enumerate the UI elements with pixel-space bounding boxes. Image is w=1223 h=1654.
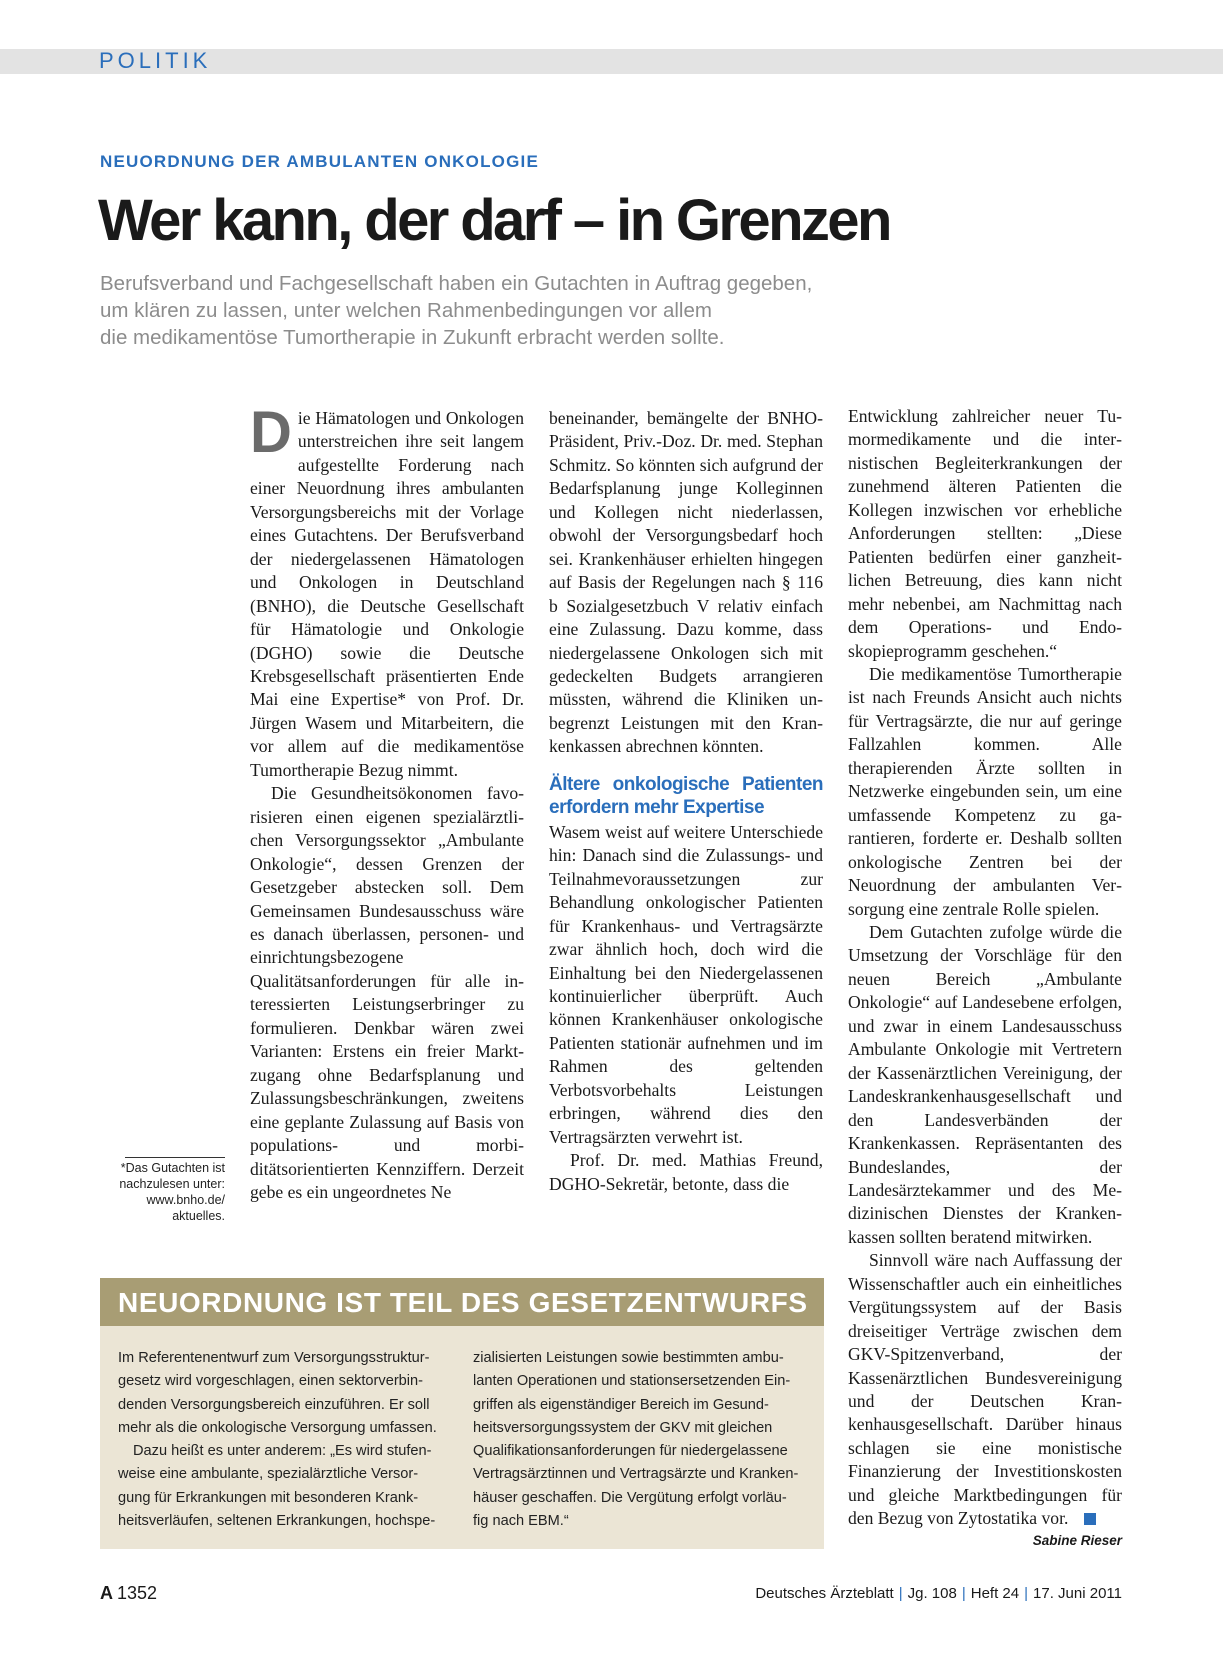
standfirst-line: um klären zu lassen, unter welchen Rahmenbedingungen vor allem bbox=[100, 299, 712, 322]
separator: | bbox=[898, 1585, 903, 1602]
footnote-link[interactable]: www.bnho.de/ bbox=[146, 1193, 225, 1207]
info-box-line: Im Referentenentwurf zum Versorgungsstruktur- bbox=[118, 1350, 430, 1366]
article-paragraph: beneinander, bemängelte der BNHO-Präsident, Priv.-Doz. Dr. med. Stephan Schmitz. So könnten sich aufgrund der Bedarfsplanung junge Kolleginnen und Kollegen nicht niederlassen, obwohl der Versorgungsbedarf hoch sei. Krankenhäuser erhielten hingegen auf Basis der Regelungen nach § 116 b Sozialgesetzbuch V relativ einfach eine Zulassung. Dazu komme, dass niedergelassene Onkologen sich mit gedeckelten Budgets arrangieren müssten, während die Kliniken unbegrenzt Leistungen mit den Krankenkassen abrechnen könnten. bbox=[549, 408, 823, 757]
article-author: Sabine Rieser bbox=[1032, 1533, 1122, 1548]
info-box-line: griffen als eigenständiger Bereich im Gesund- bbox=[473, 1396, 769, 1413]
article-column-1 bbox=[250, 400, 524, 1204]
article-headline: Wer kann, der darf – in Grenzen bbox=[98, 188, 890, 253]
info-box-column-2 bbox=[473, 1347, 813, 1533]
separator: | bbox=[961, 1585, 966, 1602]
paragraph-text: ie Hämatologen und Onkologen unterstreichen ihre seit langem aufgestellte Forderung nach einer Neuordnung ihres ambulanten Versorgungsbereichs mit der Vorlage eines Gutachtens. Der Berufsverband der niedergelassenen Hämatologen und Onkologen in Deutschland (BNHO), die Deutsche Gesellschaft für Hämatologie und Onkologie (DGHO) sowie die Deutsche Krebsgesellschaft präsentierten Ende Mai eine Expertise* von Prof. Dr. Jürgen Wasem und Mitarbeitern, die vor allem auf die medikamentöse Tumortherapie Bezug nimmt. bbox=[250, 408, 524, 780]
article-column-3 bbox=[848, 405, 1122, 1531]
footnote bbox=[112, 1160, 225, 1224]
page-number-value: 1352 bbox=[117, 1583, 158, 1603]
article-column-2 bbox=[549, 407, 823, 1196]
info-box-line: heitsverläufen, seltenen Erkrankungen, hochspe- bbox=[118, 1513, 436, 1530]
standfirst-line: die medikamentöse Tumortherapie in Zukunft erbracht werden sollte. bbox=[100, 326, 725, 349]
volume: Jg. 108 bbox=[907, 1585, 957, 1602]
article-paragraph: Die medikamentöse Tumortherapie ist nach Freunds Ansicht auch nichts für Vertragsärzte, die nur auf geringe Fallzahlen kommen. Alle therapierenden Ärzte sollten in Netzwerke eingebunden sein, um eine umfassende Kompetenz zu garantieren, forderte er. Deshalb sollten onkologische Zentren bei der Neuordnung der ambulanten Versorgung eine zentrale Rolle spielen. bbox=[848, 663, 1122, 919]
info-box-line: weise eine ambulante, spezialärztliche Versor- bbox=[118, 1466, 419, 1483]
article-paragraph: Prof. Dr. med. Mathias Freund, DGHO-Sekretär, betonte, dass die bbox=[549, 1150, 823, 1194]
article-kicker: NEUORDNUNG DER AMBULANTEN ONKOLOGIE bbox=[100, 152, 539, 171]
section-label: POLITIK bbox=[99, 48, 212, 73]
info-box-line: zialisierten Leistungen sowie bestimmten ambu- bbox=[473, 1350, 784, 1366]
info-box-line: gung für Erkrankungen mit besonderen Krank- bbox=[118, 1489, 419, 1506]
article-standfirst bbox=[100, 270, 920, 351]
info-box-line: denden Versorgungsbereich einzuführen. Er soll bbox=[118, 1396, 430, 1413]
footnote-divider bbox=[125, 1157, 225, 1158]
page-number bbox=[100, 1583, 157, 1604]
article-paragraph bbox=[250, 400, 524, 782]
page-prefix: A bbox=[100, 1583, 113, 1603]
info-box-title: NEUORDNUNG IST TEIL DES GESETZENTWURFS bbox=[118, 1287, 808, 1318]
article-paragraph bbox=[848, 1249, 1122, 1530]
journal-name: Deutsches Ärzteblatt bbox=[755, 1585, 894, 1602]
article-paragraph: Wasem weist auf weitere Unterschiede hin: Danach sind die Zulassungs- und Teilnahmevoraussetzungen zur Behandlung onkologischer Patienten für Krankenhaus- und Vertragsärzte zwar ähnlich hoch, doch wird die Einhaltung bei den Niedergelassenen kontinuierlicher überprüft. Auch können Krankenhäuser onkologische Patienten stationär aufnehmen und im Rahmen des geltenden Verbotsvorbehalts Leistungen erbringen, während dies den Vertragsärzten verwehrt ist. bbox=[549, 821, 823, 1147]
issue: Heft 24 bbox=[970, 1585, 1020, 1602]
end-mark-icon bbox=[1084, 1513, 1096, 1525]
footnote-line: *Das Gutachten ist bbox=[120, 1161, 225, 1175]
issue-date: 17. Juni 2011 bbox=[1033, 1585, 1122, 1602]
footer-meta bbox=[700, 1585, 1122, 1602]
info-box-line: häuser geschaffen. Die Vergütung erfolgt vorläu- bbox=[473, 1489, 787, 1506]
standfirst-line: Berufsverband und Fachgesellschaft haben ein Gutachten in Auftrag gegeben, bbox=[100, 272, 813, 295]
paragraph-text: Sinnvoll wäre nach Auffassung der Wissenschaftler auch ein einheitliches Vergütungssystem auf der Basis dreiseitiger Verträge zwischen dem GKV-Spitzenverband, der Kassenärztlichen Bundesvereinigung und der Deutschen Krankenhausgesellschaft. Darüber hinaus schlagen sie eine monistische Finanzierung der Investitionskosten und gleiche Marktbedingungen für den Bezug von Zytostatika vor. bbox=[848, 1250, 1122, 1529]
article-subheading: Ältere onkologische Patienten erfordern mehr Expertise bbox=[549, 773, 823, 818]
article-paragraph: Entwicklung zahlreicher neuer Tumormedikamente und die internistischen Begleiterkrankungen der zunehmend älteren Patienten die Kollegen inzwischen vor erhebliche Anforderungen stellten: „Diese Patienten bedürfen einer ganzheitlichen Betreuung, dies kann nicht mehr nebenbei, am Nachmittag nach dem Operations- und Endoskopieprogramm geschehen.“ bbox=[848, 406, 1122, 661]
footnote-line: aktuelles. bbox=[172, 1209, 225, 1223]
article-paragraph: Die Gesundheitsökonomen favorisieren einen eigenen spezialärztlichen Versorgungssektor „Ambulante Onkologie“, dessen Grenzen der Gesetzgeber abstecken soll. Dem Gemeinsamen Bundesausschuss wäre es danach überlassen, personen- und einrichtungsbezogene Qualitätsanforderungen für alle interessierten Leistungserbringer zu formulieren. Denkbar wären zwei Varianten: Erstens ein freier Marktzugang ohne Bedarfsplanung und Zulassungsbeschränkungen, zweitens eine geplante Zulassung auf Basis von populations- und morbiditätsorientierten Kennziffern. Derzeit gebe es ein ungeordnetes Ne bbox=[250, 783, 524, 1202]
info-box-line: mehr als die onkologische Versorgung umfassen. bbox=[118, 1419, 437, 1436]
article-paragraph: Dem Gutachten zufolge würde die Umsetzung der Vorschläge für den neuen Bereich „Ambulante Onkologie“ auf Landesebene erfolgen, und zwar in einem Landesausschuss Ambulante Onkologie mit Vertretern der Kassenärztlichen Vereinigung, der Landeskrankenhausgesellschaft und den Landesverbänden der Krankenkassen. Repräsentanten des Bundeslandes, der Landesärztekammer und des Medizinischen Dienstes der Krankenkassen sollten beratend mitwirken. bbox=[848, 921, 1122, 1247]
drop-cap: D bbox=[250, 400, 292, 465]
info-box-line: heitsversorgungssystem der GKV mit gleichen bbox=[473, 1419, 773, 1436]
info-box-line: Vertragsärztinnen und Vertragsärzte und Kranken- bbox=[473, 1466, 799, 1483]
info-box-line: gesetz wird vorgeschlagen, einen sektorverbin- bbox=[118, 1373, 424, 1390]
info-box-line: Dazu heißt es unter anderem: „Es wird stufen- bbox=[133, 1443, 432, 1460]
info-box-column-1 bbox=[118, 1347, 448, 1533]
separator: | bbox=[1024, 1585, 1029, 1602]
info-box-line: lanten Operationen und stationsersetzenden Ein- bbox=[473, 1373, 791, 1390]
footnote-line: nachzulesen unter: bbox=[119, 1177, 225, 1191]
info-box-line: Qualifikationsanforderungen für niedergelassene bbox=[473, 1443, 788, 1460]
info-box-line: fig nach EBM.“ bbox=[473, 1513, 569, 1530]
